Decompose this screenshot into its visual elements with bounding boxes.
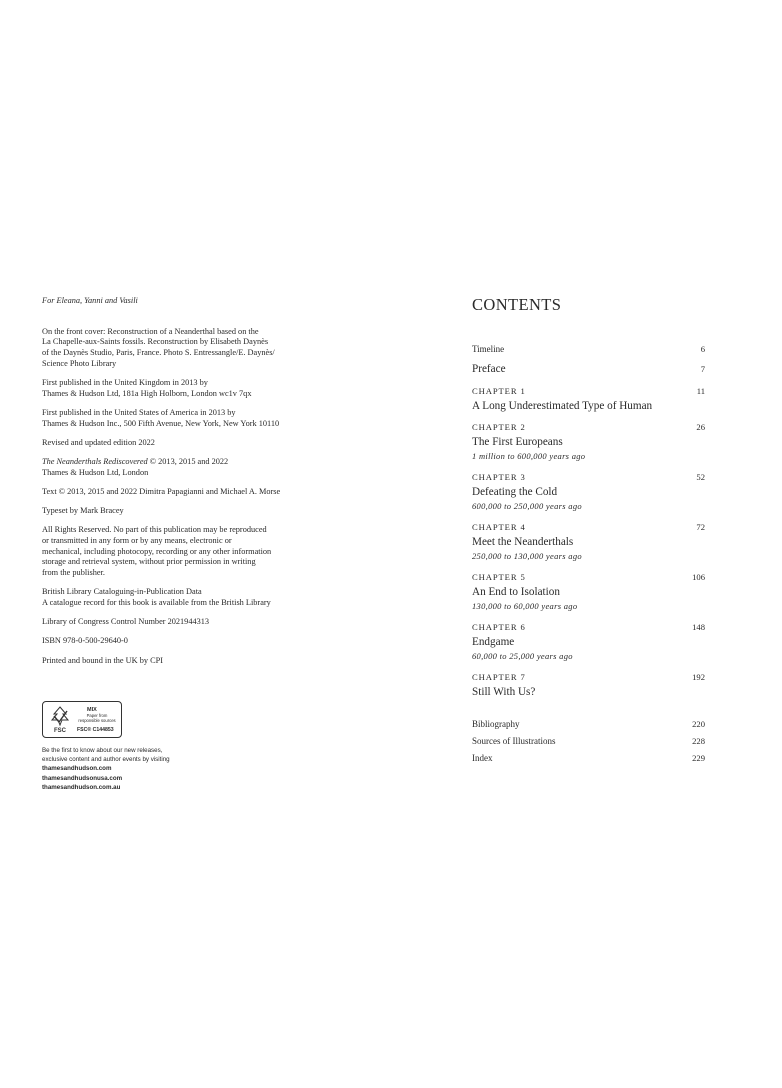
toc-chapter-3 bbox=[472, 472, 705, 511]
cip-data bbox=[42, 587, 314, 608]
isbn: ISBN 978-0-500-29640-0 bbox=[42, 636, 128, 646]
cover-credit-line: On the front cover: Reconstruction of a Neanderthal based on the bbox=[42, 326, 259, 336]
website-link: thamesandhudsonusa.com bbox=[42, 774, 123, 782]
chapter-label: CHAPTER 5 bbox=[472, 572, 526, 582]
toc-chapter-6 bbox=[472, 622, 705, 661]
copyright-page bbox=[42, 296, 314, 675]
toc-page-number: 228 bbox=[692, 736, 705, 746]
cover-credit bbox=[42, 327, 314, 370]
uk-publication-line: Thames & Hudson Ltd, 181a High Holborn, London wc1v 7qx bbox=[42, 388, 252, 398]
website-link: thamesandhudson.com.au bbox=[42, 783, 121, 791]
loc-number: Library of Congress Control Number 2021944313 bbox=[42, 617, 210, 627]
toc-entry-bibliography bbox=[472, 719, 705, 729]
chapter-label: CHAPTER 7 bbox=[472, 672, 526, 682]
fsc-brand: FSC bbox=[54, 728, 66, 734]
chapter-dates: 130,000 to 60,000 years ago bbox=[472, 601, 578, 611]
publisher-promo bbox=[42, 746, 222, 792]
fsc-logo bbox=[42, 701, 122, 738]
rights-statement bbox=[42, 525, 314, 579]
fsc-code: FSC® C144853 bbox=[77, 727, 114, 733]
contents-heading: CONTENTS bbox=[472, 295, 562, 314]
toc-page-number: 72 bbox=[696, 522, 705, 532]
cip-line: A catalogue record for this book is available from the British Library bbox=[42, 598, 271, 608]
promo-line: exclusive content and author events by visiting bbox=[42, 756, 170, 764]
toc-page-number: 106 bbox=[692, 572, 705, 582]
cover-credit-line: of the Daynès Studio, Paris, France. Photo S. Entressangle/E. Daynès/ bbox=[42, 348, 275, 358]
chapter-dates: 1 million to 600,000 years ago bbox=[472, 451, 586, 461]
toc-page-number: 229 bbox=[692, 753, 705, 763]
toc-entry-label: Timeline bbox=[472, 344, 505, 354]
copyright-years: © 2013, 2015 and 2022 bbox=[147, 457, 229, 467]
uk-publication bbox=[42, 378, 314, 399]
fsc-sub-label: Paper from responsible sources bbox=[78, 713, 116, 723]
toc-chapter-5 bbox=[472, 572, 705, 611]
toc-entry-label: Sources of Illustrations bbox=[472, 736, 556, 746]
chapter-title: An End to Isolation bbox=[472, 586, 560, 598]
toc-chapter-2 bbox=[472, 422, 705, 461]
toc-entry-preface bbox=[472, 363, 705, 375]
toc-page-number: 11 bbox=[696, 386, 705, 396]
toc-page-number: 192 bbox=[692, 672, 705, 682]
edition-note: Revised and updated edition 2022 bbox=[42, 437, 155, 447]
toc-page-number: 6 bbox=[700, 344, 705, 354]
typeset-credit: Typeset by Mark Bracey bbox=[42, 506, 124, 516]
toc-chapter-4 bbox=[472, 522, 705, 561]
cover-credit-line: La Chapelle-aux-Saints fossils. Reconstruction by Elisabeth Daynès bbox=[42, 337, 269, 347]
book-title: The Neanderthals Rediscovered bbox=[42, 457, 148, 467]
chapter-title: The First Europeans bbox=[472, 436, 563, 448]
copyright-notice bbox=[42, 457, 314, 478]
toc-chapter-7 bbox=[472, 672, 705, 698]
cip-line: British Library Cataloguing-in-Publication Data bbox=[42, 587, 202, 597]
chapter-label: CHAPTER 2 bbox=[472, 422, 526, 432]
dedication: For Eleana, Yanni and Vasili bbox=[42, 296, 138, 305]
toc-entry-label: Preface bbox=[472, 363, 506, 375]
chapter-title: A Long Underestimated Type of Human bbox=[472, 400, 653, 412]
rights-line: All Rights Reserved. No part of this publication may be reproduced bbox=[42, 525, 267, 535]
uk-publication-line: First published in the United Kingdom in 2013 by bbox=[42, 378, 208, 388]
chapter-label: CHAPTER 1 bbox=[472, 386, 526, 396]
chapter-dates: 60,000 to 25,000 years ago bbox=[472, 651, 573, 661]
toc-entry-label: Bibliography bbox=[472, 719, 520, 729]
us-publication bbox=[42, 408, 314, 429]
chapter-title: Endgame bbox=[472, 636, 515, 648]
toc-chapter-1 bbox=[472, 386, 705, 412]
fsc-mix-label: MIX bbox=[87, 707, 97, 713]
chapter-dates: 250,000 to 130,000 years ago bbox=[472, 551, 582, 561]
toc-page-number: 52 bbox=[696, 472, 705, 482]
toc-page-number: 7 bbox=[700, 364, 705, 374]
chapter-label: CHAPTER 4 bbox=[472, 522, 526, 532]
chapter-title: Still With Us? bbox=[472, 686, 536, 698]
toc-page-number: 26 bbox=[696, 422, 705, 432]
toc-entry-timeline bbox=[472, 344, 705, 354]
chapter-label: CHAPTER 3 bbox=[472, 472, 526, 482]
rights-line: from the publisher. bbox=[42, 568, 105, 578]
cover-credit-line: Science Photo Library bbox=[42, 358, 117, 368]
rights-line: storage and retrieval system, without prior permission in writing bbox=[42, 557, 256, 567]
website-link: thamesandhudson.com bbox=[42, 765, 112, 773]
toc-page-number: 220 bbox=[692, 719, 705, 729]
chapter-dates: 600,000 to 250,000 years ago bbox=[472, 501, 582, 511]
fsc-tree-checkmark-icon bbox=[48, 705, 72, 735]
promo-line: Be the first to know about our new releases, bbox=[42, 747, 163, 754]
rights-line: or transmitted in any form or by any means, electronic or bbox=[42, 536, 232, 546]
copyright-holder: Thames & Hudson Ltd, London bbox=[42, 467, 149, 477]
us-publication-line: Thames & Hudson Inc., 500 Fifth Avenue, New York, New York 10110 bbox=[42, 418, 280, 428]
toc-entry-label: Index bbox=[472, 753, 493, 763]
toc-entry-index bbox=[472, 753, 705, 763]
rights-line: mechanical, including photocopy, recording or any other information bbox=[42, 546, 272, 556]
us-publication-line: First published in the United States of America in 2013 by bbox=[42, 407, 236, 417]
toc-page-number: 148 bbox=[692, 622, 705, 632]
text-copyright: Text © 2013, 2015 and 2022 Dimitra Papagianni and Michael A. Morse bbox=[42, 486, 281, 496]
toc-entry-sources bbox=[472, 736, 705, 746]
chapter-title: Meet the Neanderthals bbox=[472, 536, 574, 548]
chapter-title: Defeating the Cold bbox=[472, 486, 558, 498]
printer-note: Printed and bound in the UK by CPI bbox=[42, 655, 163, 665]
chapter-label: CHAPTER 6 bbox=[472, 622, 526, 632]
